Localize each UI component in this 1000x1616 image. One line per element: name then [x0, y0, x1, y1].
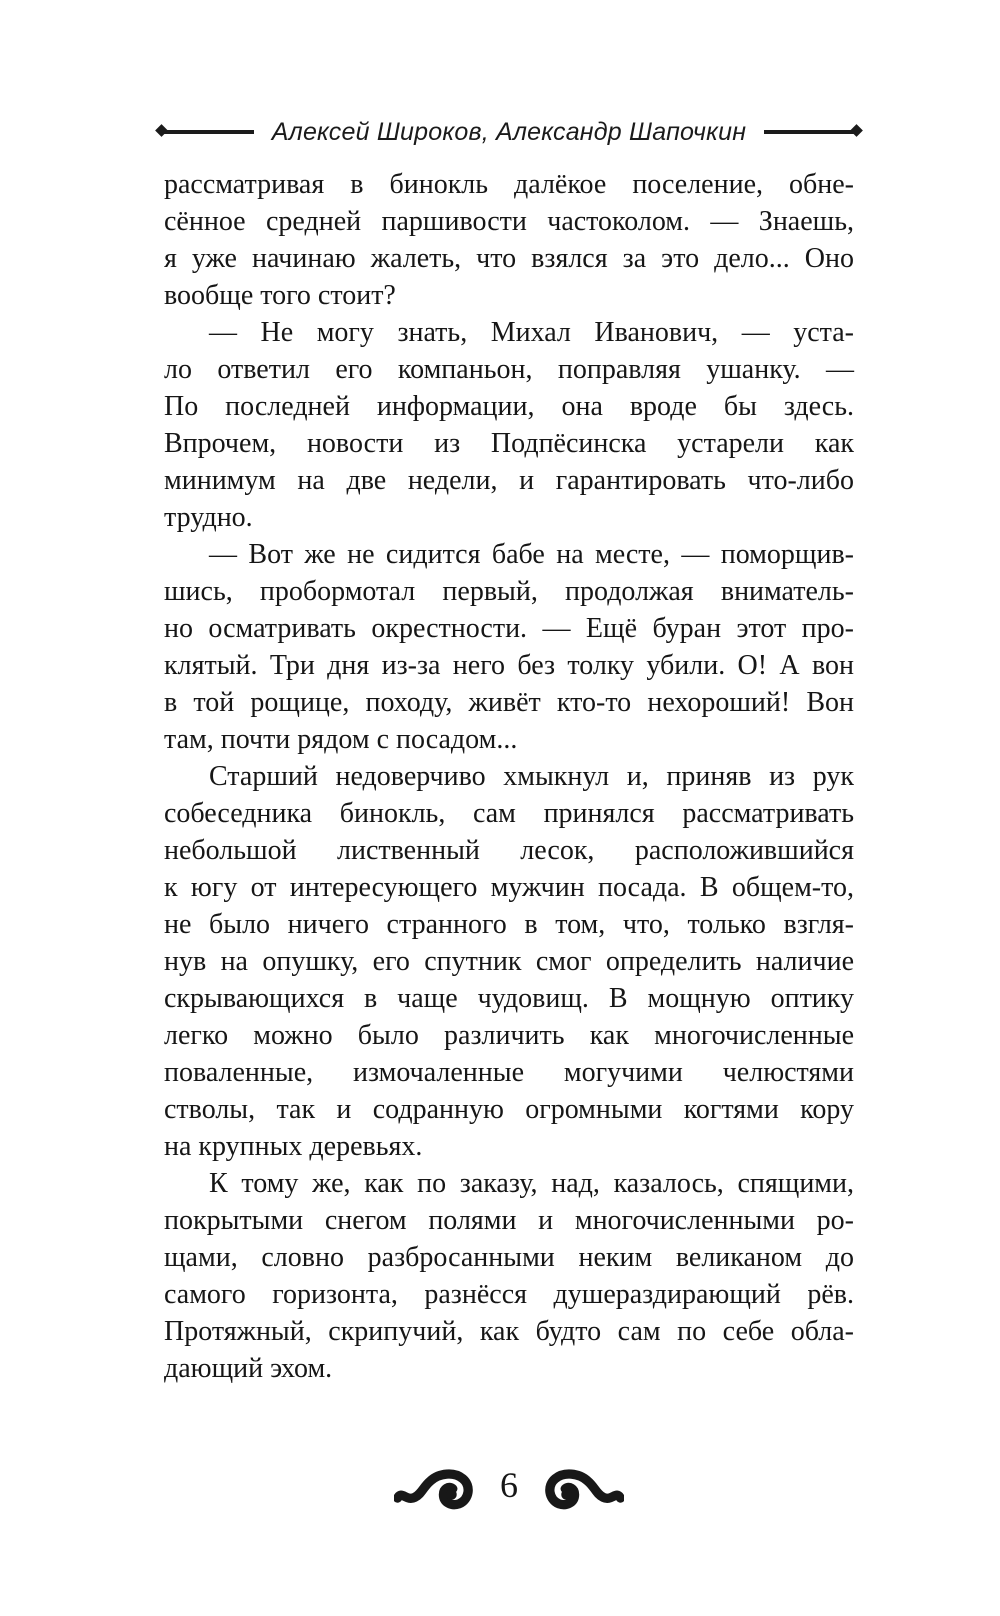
text-line: нув на опушку, его спутник смог определить наличие: [164, 946, 854, 977]
text-line: стволы, так и содранную огромными когтями кору: [164, 1094, 854, 1125]
text-line: Впрочем, новости из Подпёсинска устарели как: [164, 428, 854, 459]
text-line: клятый. Три дня из-за него без толку убили. О! А вон: [164, 650, 854, 681]
text-line: но осматривать окрестности. — Ещё буран этот про-: [164, 613, 854, 644]
text-line: небольшой лиственный лесок, расположившийся: [164, 835, 854, 866]
text-line: — Не могу знать, Михал Иванович, — уста-: [209, 317, 854, 348]
text-line: трудно.: [164, 502, 253, 533]
text-line: поваленные, измочаленные могучими челюстями: [164, 1057, 854, 1088]
text-line: в той рощице, походу, живёт кто-то нехороший! Вон: [164, 687, 854, 718]
authors-title: Алексей Широков, Александр Шапочкин: [271, 117, 747, 146]
text-line: сённое средней паршивости частоколом. — Знаешь,: [164, 206, 854, 237]
page-number: 6: [500, 1465, 518, 1505]
text-line: там, почти рядом с посадом...: [164, 724, 518, 755]
page-header: [160, 112, 858, 152]
text-line: минимум на две недели, и гарантировать что-либо: [164, 465, 854, 496]
paragraph: [164, 536, 854, 758]
text-line: щами, словно разбросанными неким великаном до: [164, 1242, 854, 1273]
text-line: рассматривая в бинокль далёкое поселение, обне-: [164, 169, 854, 200]
text-line: скрывающихся в чаще чудовищ. В мощную оптику: [164, 983, 854, 1014]
diamond-arrow-left-icon: [160, 130, 254, 134]
text-line: покрытыми снегом полями и многочисленными ро-: [164, 1205, 854, 1236]
text-line: По последней информации, она вроде бы здесь.: [164, 391, 854, 422]
text-line: Протяжный, скрипучий, как будто сам по себе обла-: [164, 1316, 854, 1347]
text-line: я уже начинаю жалеть, что взялся за это дело... Оно: [164, 243, 854, 274]
paragraph: [164, 1165, 854, 1387]
text-line: самого горизонта, разнёсся душераздирающий рёв.: [164, 1279, 854, 1310]
diamond-arrow-right-icon: [764, 130, 858, 134]
text-line: — Вот же не сидится бабе на месте, — поморщив-: [209, 539, 854, 570]
text-line: не было ничего странного в том, что, только взгля-: [164, 909, 854, 940]
body-text: [164, 166, 854, 1387]
swirl-ornament-right-icon: [538, 1463, 624, 1513]
text-line: легко можно было различить как многочисленные: [164, 1020, 854, 1051]
swirl-ornament-left-icon: [394, 1463, 480, 1513]
text-line: дающий эхом.: [164, 1353, 333, 1384]
text-line: шись, пробормотал первый, продолжая вниматель-: [164, 576, 854, 607]
text-line: к югу от интересующего мужчин посада. В общем-то,: [164, 872, 854, 903]
paragraph: [164, 758, 854, 1165]
text-line: Старший недоверчиво хмыкнул и, приняв из рук: [209, 761, 854, 792]
text-line: ло ответил его компаньон, поправляя ушанку. —: [164, 354, 854, 385]
text-line: на крупных деревьях.: [164, 1131, 423, 1162]
paragraph: [164, 314, 854, 536]
text-line: собеседника бинокль, сам принялся рассматривать: [164, 798, 854, 829]
paragraph: [164, 166, 854, 314]
page-footer: [164, 1458, 854, 1518]
text-line: вообще того стоит?: [164, 280, 396, 311]
text-line: К тому же, как по заказу, над, казалось, спящими,: [209, 1168, 854, 1199]
